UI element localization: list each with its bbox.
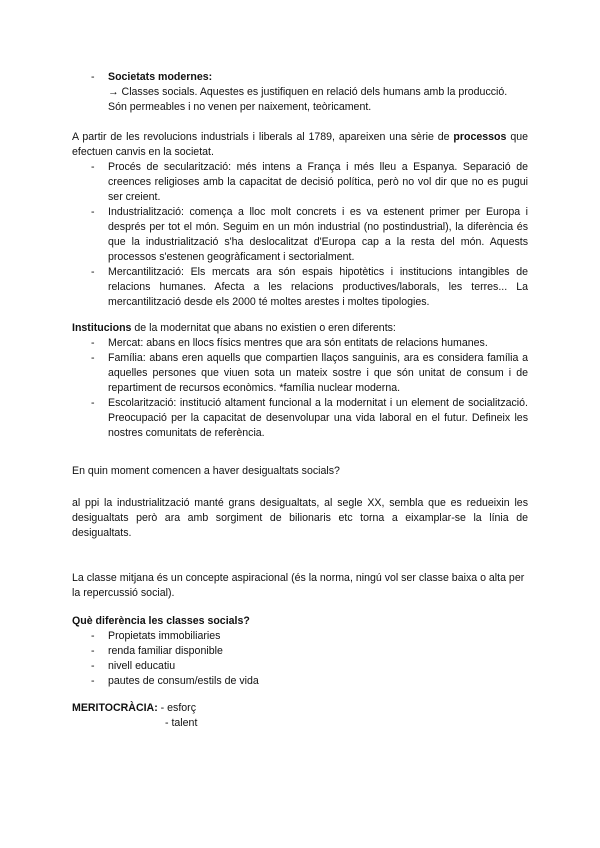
diferencia-list: [72, 629, 528, 689]
list-item: - Propietats immobiliaries: [72, 629, 528, 644]
societats-line-1: → Classes socials. Aquestes es justifiquen en relació dels humans amb la producció.: [108, 86, 508, 98]
meritocracia-line-1: [72, 701, 372, 716]
list-item: - Escolarització: institució altament funcional a la modernitat i un element de socialització. Preocupació per la capacitat de desenvolupar una vida laboral en el futur. Defineix les nostres comunitats de referència.: [72, 396, 528, 441]
societats-title: Societats modernes:: [108, 71, 213, 83]
list-item: - nivell educatiu: [72, 659, 528, 674]
meritocracia-section: [72, 701, 372, 731]
institucions-intro-bold: Institucions: [72, 322, 132, 334]
processos-intro-bold: processos: [453, 131, 507, 143]
processos-intro: [72, 130, 528, 160]
desigualtats-question: En quin moment comencen a haver desigualtats socials?: [72, 465, 340, 477]
desigualtats-answer: al ppi la industrialització manté grans desigualtats, al segle XX, sembla que es redueixin les desigualtats però ara amb sorgiment de bilionaris etc torna a eixamplar-se la línia de desigualtats.: [72, 497, 528, 539]
societats-modernes-section: [91, 70, 531, 115]
diferencia-title: Què diferència les classes socials?: [72, 615, 250, 627]
list-item: - renda familiar disponible: [72, 644, 528, 659]
processos-intro-post: que efectuen canvis en la societat.: [72, 131, 528, 158]
institucions-list: [72, 336, 528, 441]
diferencia-section: [72, 614, 528, 689]
meritocracia-item-1: - esforç: [157, 702, 196, 714]
meritocracia-label: MERITOCRÀCIA:: [72, 702, 158, 714]
list-item: - Procés de secularització: més intens a França i més lleu a Espanya. Separació de creences religioses amb la capacitat de decisió política, però no vol dir que no es pugui ser creient.: [72, 160, 528, 205]
processos-list: [72, 160, 528, 310]
institucions-intro: [72, 321, 528, 336]
societats-line-2: Són permeables i no venen per naixement, teòricament.: [108, 101, 372, 113]
list-dash: -: [91, 71, 95, 83]
processos-section: [72, 130, 528, 310]
list-item: - Mercantilització: Els mercats ara són espais hipotètics i institucions intangibles de relacions humanes. Afecta a les relacions productives/laborals, les terres... La mercantilització desde els 2000 té moltes arestes i moltes tipologies.: [72, 265, 528, 310]
institucions-intro-rest: de la modernitat que abans no existien o eren diferents:: [131, 322, 396, 334]
list-item: - Industrialització: comença a lloc molt concrets i es va estenent primer per Europa i després per tot el món. Seguim en un món industrial (no postindustrial), la diferència és que la industrialització s'ha deslocalitzat d'Europa cap a la resta del món. Aquests processos s'estenen geogràficament i sectorialment.: [72, 205, 528, 265]
meritocracia-item-2: - talent: [165, 717, 198, 729]
list-item: - Mercat: abans en llocs físics mentres que ara són entitats de relacions humanes.: [72, 336, 528, 351]
list-item: - Família: abans eren aquells que compartien llaços sanguinis, ara es considera família a aquelles persones que viuen sota un mateix sostre i que són unitat de consum i de repartiment de recursos econòmics. *família nuclear moderna.: [72, 351, 528, 396]
classe-mitjana-paragraph: La classe mitjana és un concepte aspiracional (és la norma, ningú vol ser classe baixa o alta per la repercussió social).: [72, 572, 525, 599]
list-item: - pautes de consum/estils de vida: [72, 674, 528, 689]
processos-intro-pre: A partir de les revolucions industrials i liberals al 1789, apareixen una sèrie de: [72, 131, 454, 143]
institucions-section: [72, 321, 528, 441]
